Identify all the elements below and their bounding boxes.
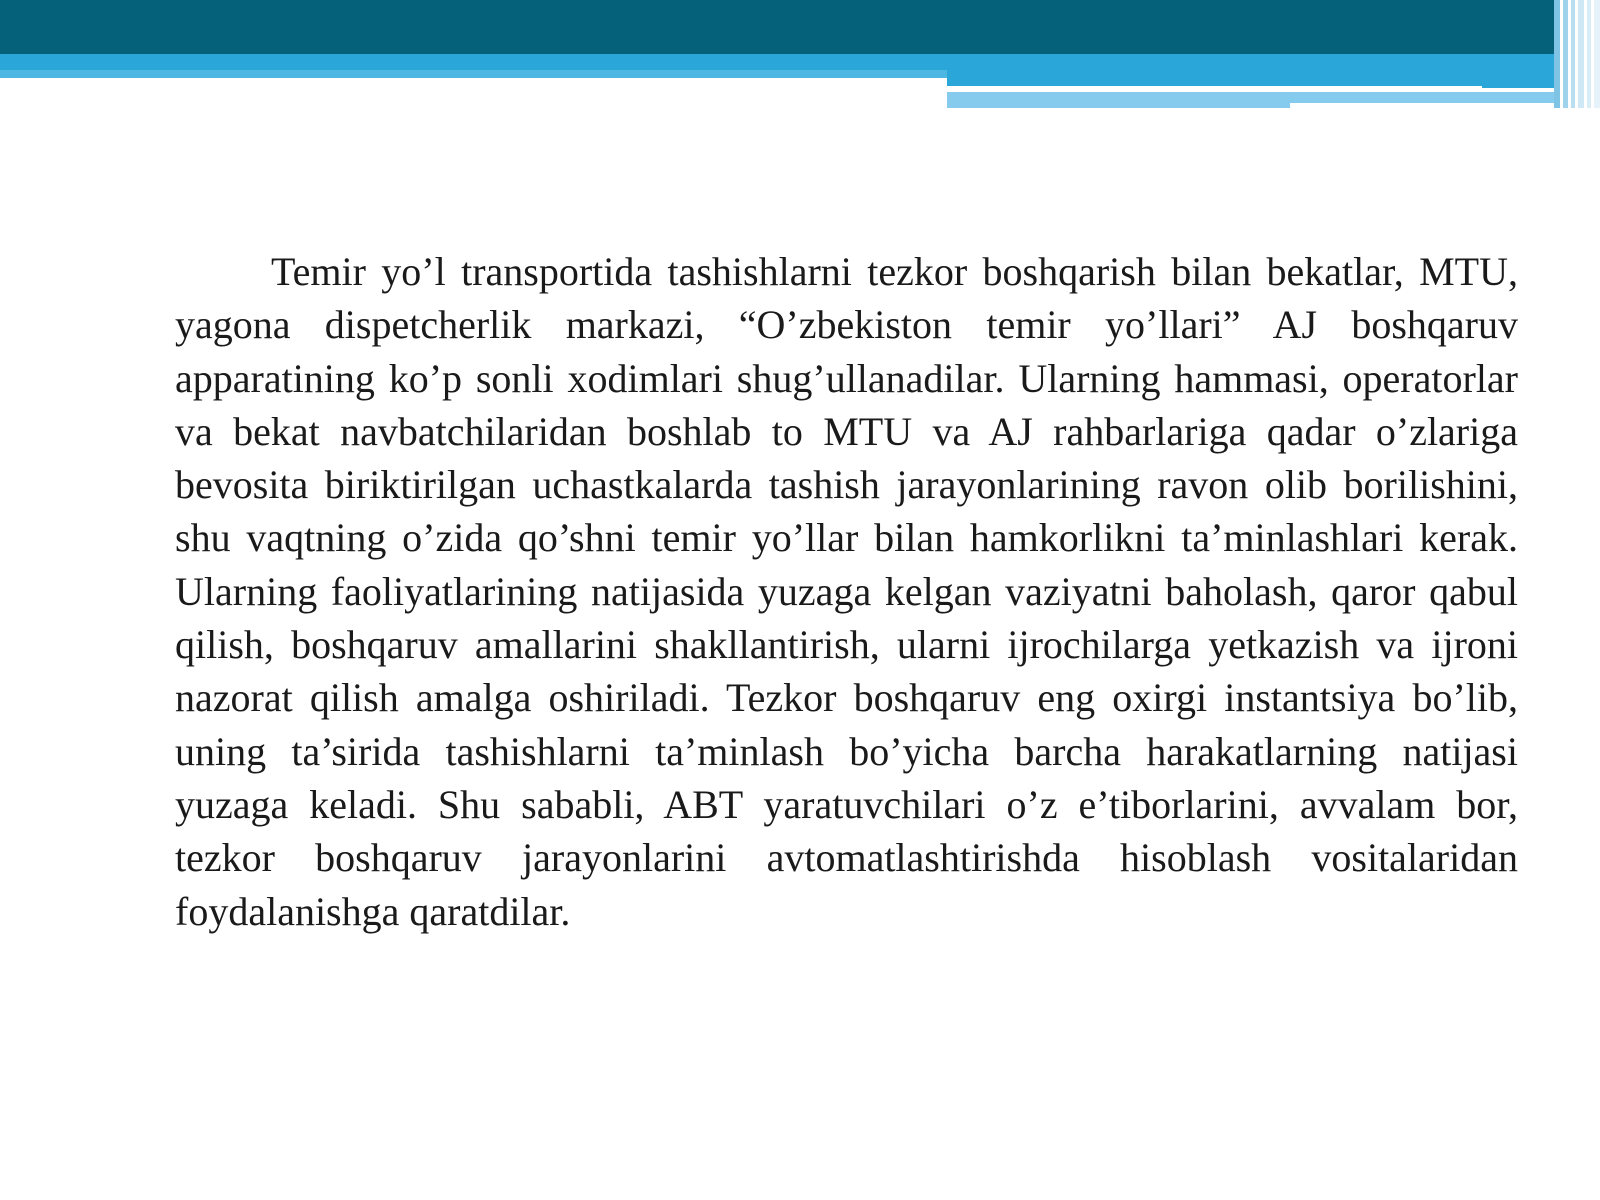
- header-light-bar: [0, 54, 1600, 70]
- header-step-divider: [947, 86, 1482, 91]
- corner-stripes-decoration: [1554, 0, 1600, 108]
- header-dark-bar: [0, 0, 1600, 54]
- slide-paragraph: Temir yo’l transportida tashishlarni tezkor boshqarish bilan bekatlar, MTU, yagona dispetcherlik markazi, “O’zbekiston temir yo’llari” AJ boshqaruv apparatining ko’p sonli xodimlari shug’ullanadilar. Ularning hammasi, operatorlar va bekat navbatchilaridan boshlab to MTU va AJ rahbarlariga qadar o’zlariga bevosita biriktirilgan uchastkalarda tashish jarayonlarining ravon olib borilishini, shu vaqtning o’zida qo’shni temir yo’llar bilan hamkorlikni ta’minlashlari kerak. Ularning faoliyatlarining natijasida yuzaga kelgan vaziyatni baholash, qaror qabul qilish, boshqaruv amallarini shakllantirish, ularni ijrochilarga yetkazish va ijroni nazorat qilish amalga oshiriladi. Tezkor boshqaruv eng oxirgi instantsiya bo’lib, uning ta’sirida tashishlarni ta’minlash bo’yicha barcha harakatlarning natijasi yuzaga keladi. Shu sababli, ABT yaratuvchilari o’z e’tiborlarini, avvalam bor, tezkor boshqaruv jarayonlarini avtomatlashtirishda hisoblash vositalaridan foydalanishga qaratdilar.: [175, 249, 1518, 934]
- header-accent-bar: [0, 70, 947, 78]
